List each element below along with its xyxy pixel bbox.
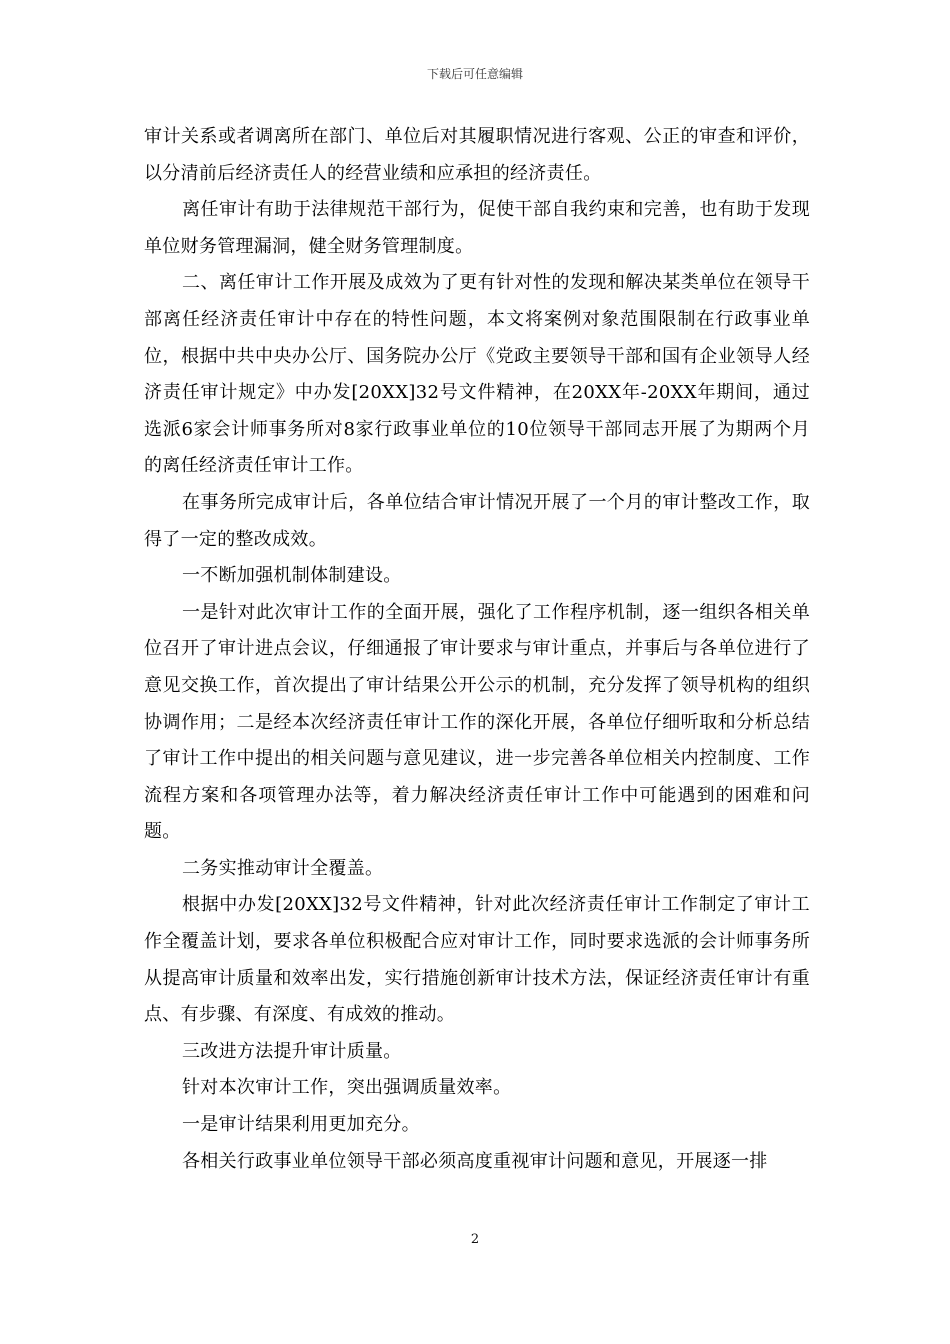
paragraph: 二、离任审计工作开展及成效为了更有针对性的发现和解决某类单位在领导干部离任经济责任审计中存在的特性问题，本文将案例对象范围限制在行政事业单位，根据中共中央办公厅、国务院办公厅《党政主要领导干部和国有企业领导人经济责任审计规定》中办发[20XX]32号文件精神，在20XX年-20XX年期间，通过选派6家会计师事务所对8家行政事业单位的10位领导干部同志开展了为期两个月的离任经济责任审计工作。 [144,272,810,477]
paragraph: 针对本次审计工作，突出强调质量效率。 [182,1077,512,1099]
paragraph: 审计关系或者调离所在部门、单位后对其履职情况进行客观、公正的审查和评价，以分清前后经济责任人的经营业绩和应承担的经济责任。 [144,126,810,184]
document-body [144,119,810,1180]
section-heading: 三改进方法提升审计质量。 [182,1040,402,1062]
page-number: 2 [470,1232,480,1247]
paragraph: 根据中办发[20XX]32号文件精神，针对此次经济责任审计工作制定了审计工作全覆盖计划，要求各单位积极配合应对审计工作，同时要求选派的会计师事务所从提高审计质量和效率出发，实行措施创新审计技术方法，保证经济责任审计有重点、有步骤、有深度、有成效的推动。 [144,894,810,1026]
paragraph: 一是审计结果利用更加充分。 [182,1114,420,1136]
page-header: 下载后可任意编辑 [426,67,523,81]
paragraph: 在事务所完成审计后，各单位结合审计情况开展了一个月的审计整改工作，取得了一定的整改成效。 [144,491,810,550]
paragraph: 一是针对此次审计工作的全面开展，强化了工作程序机制，逐一组织各相关单位召开了审计进点会议，仔细通报了审计要求与审计重点，并事后与各单位进行了意见交换工作，首次提出了审计结果公开公示的机制，充分发挥了领导机构的组织协调作用；二是经本次经济责任审计工作的深化开展，各单位仔细听取和分析总结了审计工作中提出的相关问题与意见建议，进一步完善各单位相关内控制度、工作流程方案和各项管理办法等，着力解决经济责任审计工作中可能遇到的困难和问题。 [144,601,810,843]
paragraph: 离任审计有助于法律规范干部行为，促使干部自我约束和完善，也有助于发现单位财务管理漏洞，健全财务管理制度。 [144,199,810,257]
section-heading: 一不断加强机制体制建设。 [182,565,402,587]
paragraph: 各相关行政事业单位领导干部必须高度重视审计问题和意见，开展逐一排 [182,1150,768,1172]
section-heading: 二务实推动审计全覆盖。 [182,857,384,879]
